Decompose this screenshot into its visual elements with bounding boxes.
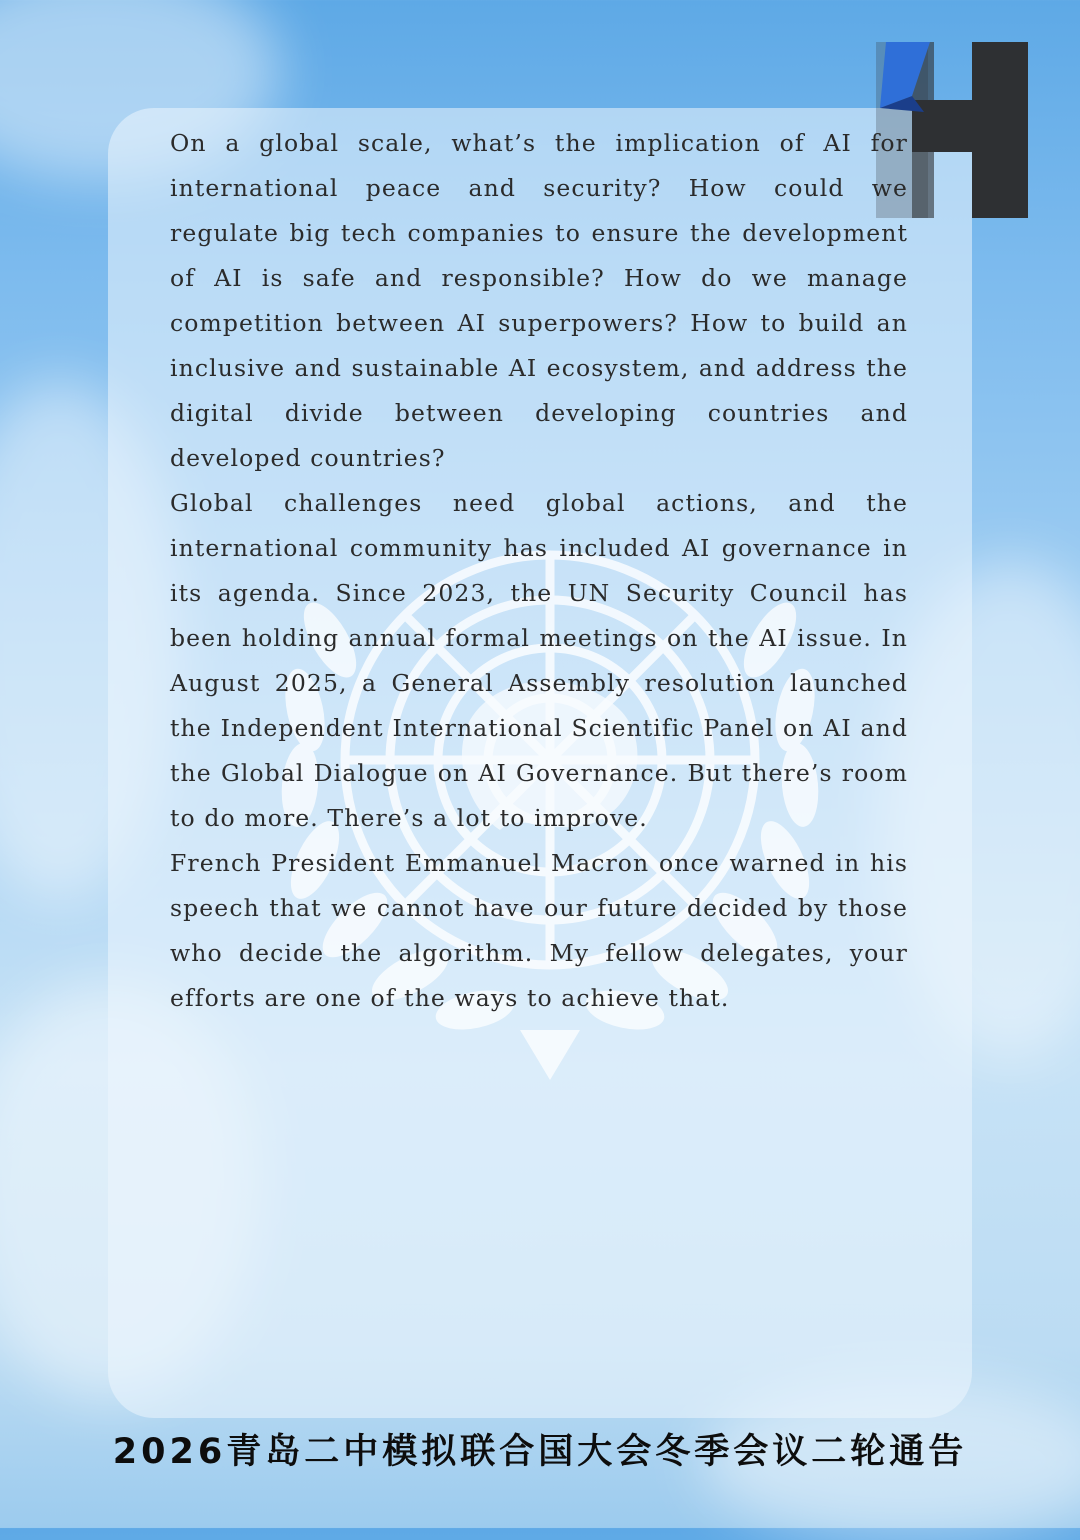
footer-title: 2026青岛二中模拟联合国大会冬季会议二轮通告: [112, 1432, 968, 1472]
article-body: [170, 121, 908, 1021]
paragraph-macron-quote: French President Emmanuel Macron once warned in his speech that we cannot have our future decided by those who decide the algorithm. My fellow delegates, your efforts are one of the ways to achieve that.: [170, 849, 908, 1012]
paragraph-ai-implications: On a global scale, what’s the implication of AI for international peace and security? How could we regulate big tech companies to ensure the development of AI is safe and responsible? How do we manage competition between AI superpowers? How to build an inclusive and sustainable AI ecosystem, and address the digital divide between developing countries and developed countries?: [170, 129, 908, 472]
paragraph-global-actions: Global challenges need global actions, and the international community has included AI governance in its agenda. Since 2023, the UN Security Council has been holding annual formal meetings on the AI issue. In August 2025, a General Assembly resolution launched the Independent International Scientific Panel on AI and the Global Dialogue on AI Governance. But there’s room to do more. There’s a lot to improve.: [170, 489, 908, 832]
